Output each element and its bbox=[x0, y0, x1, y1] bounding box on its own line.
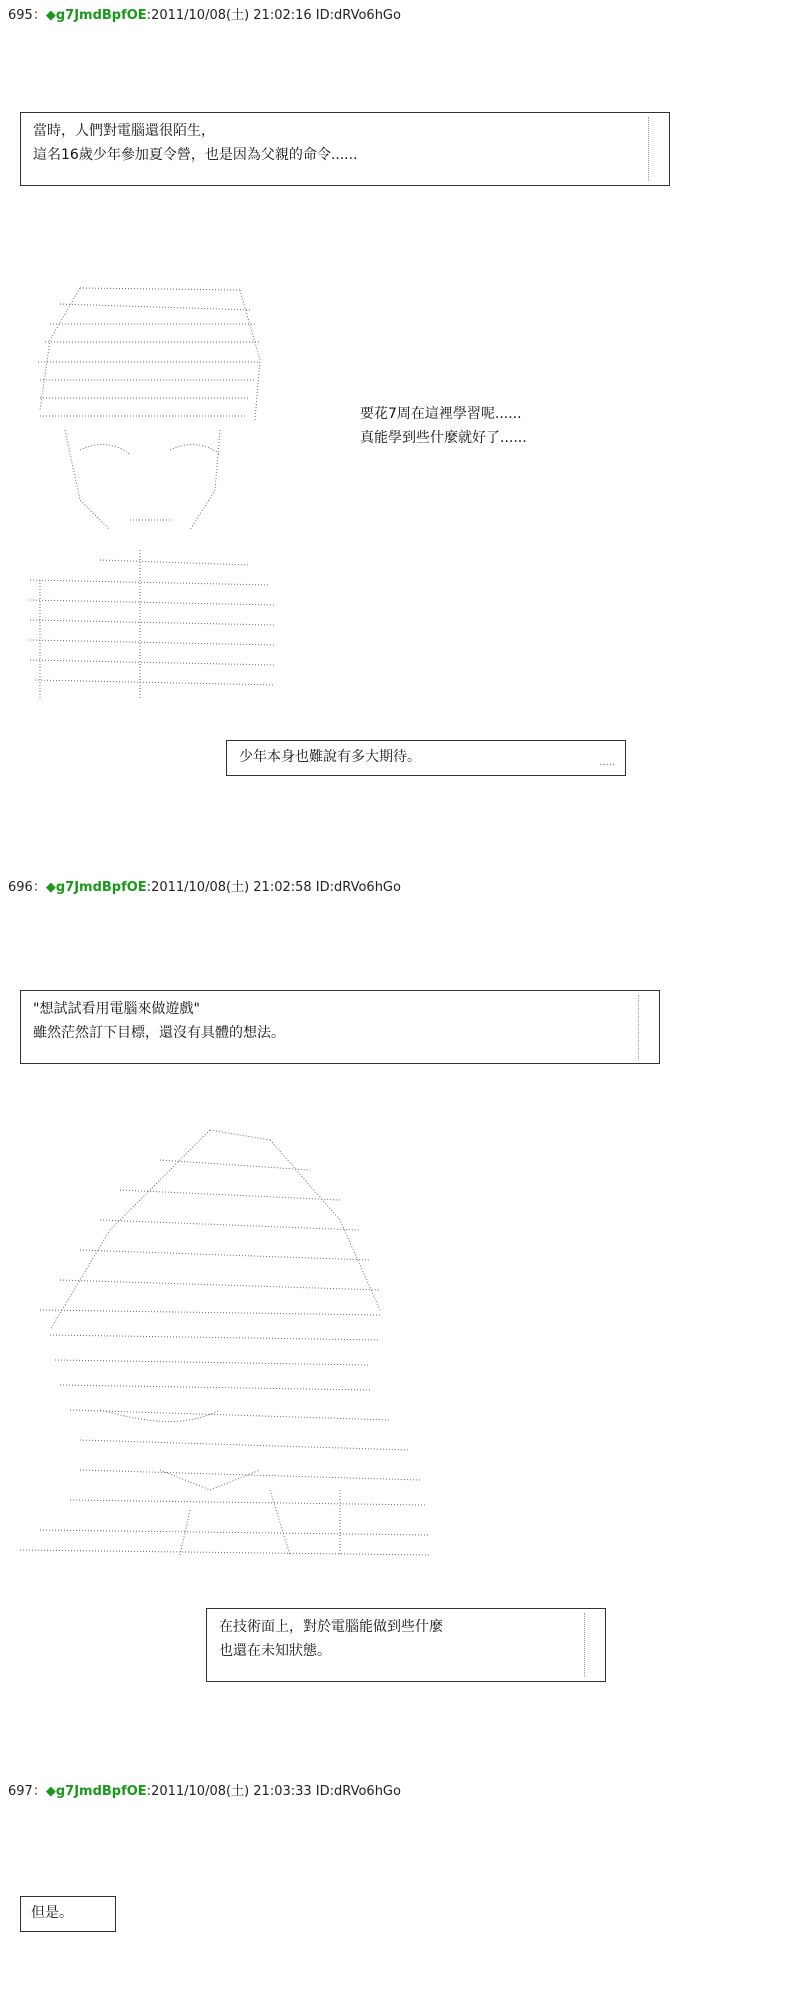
ascii-art-girl bbox=[10, 1110, 430, 1560]
narration-line: 當時，人們對電腦還很陌生， bbox=[33, 123, 215, 139]
post-number[interactable]: 696 bbox=[8, 880, 33, 895]
dotted-border-decoration bbox=[584, 1613, 599, 1677]
post-separator: ： bbox=[32, 880, 46, 895]
ascii-art-boy bbox=[20, 280, 280, 700]
dotted-border-decoration bbox=[638, 995, 653, 1059]
post-number[interactable]: 697 bbox=[8, 1784, 33, 1799]
narration-box bbox=[226, 740, 626, 776]
trip-diamond-icon: ◆ bbox=[45, 8, 56, 23]
narration-line: "想試試看用電腦來做遊戲" bbox=[33, 1001, 200, 1017]
narration-box bbox=[20, 1896, 116, 1932]
post-meta: :2011/10/08(土) 21:03:33 ID:dRVo6hGo bbox=[146, 1784, 401, 1799]
narration-line: 這名16歲少年參加夏令營，也是因為父親的命令...... bbox=[33, 147, 358, 163]
trip-diamond-icon: ◆ bbox=[45, 1784, 56, 1799]
post-header-696 bbox=[8, 876, 401, 895]
narration-line: 雖然茫然訂下目標，還沒有具體的想法。 bbox=[33, 1025, 285, 1041]
post-separator: ： bbox=[32, 8, 46, 23]
dotted-border-decoration bbox=[648, 117, 663, 181]
post-header-695 bbox=[8, 4, 401, 23]
post-meta: :2011/10/08(土) 21:02:16 ID:dRVo6hGo bbox=[146, 8, 401, 23]
speech-text bbox=[360, 402, 527, 450]
post-number[interactable]: 695 bbox=[8, 8, 33, 23]
narration-box bbox=[206, 1608, 606, 1682]
narration-line: 但是。 bbox=[31, 1905, 73, 1921]
narration-box bbox=[20, 112, 670, 186]
trip-diamond-icon: ◆ bbox=[45, 880, 56, 895]
dots-decoration: ..... bbox=[599, 757, 615, 768]
speech-line: 要花7周在這裡學習呢...... bbox=[360, 406, 522, 422]
narration-line: 少年本身也難說有多大期待。 bbox=[239, 749, 421, 765]
tripcode: g7JmdBpfOE bbox=[55, 880, 147, 895]
narration-line: 在技術面上，對於電腦能做到些什麼 bbox=[219, 1619, 443, 1635]
speech-line: 真能學到些什麼就好了...... bbox=[360, 430, 527, 446]
post-header-697 bbox=[8, 1780, 401, 1799]
tripcode: g7JmdBpfOE bbox=[55, 8, 147, 23]
narration-line: 也還在未知狀態。 bbox=[219, 1643, 331, 1659]
post-meta: :2011/10/08(土) 21:02:58 ID:dRVo6hGo bbox=[146, 880, 401, 895]
tripcode: g7JmdBpfOE bbox=[55, 1784, 147, 1799]
narration-box bbox=[20, 990, 660, 1064]
post-separator: ： bbox=[32, 1784, 46, 1799]
